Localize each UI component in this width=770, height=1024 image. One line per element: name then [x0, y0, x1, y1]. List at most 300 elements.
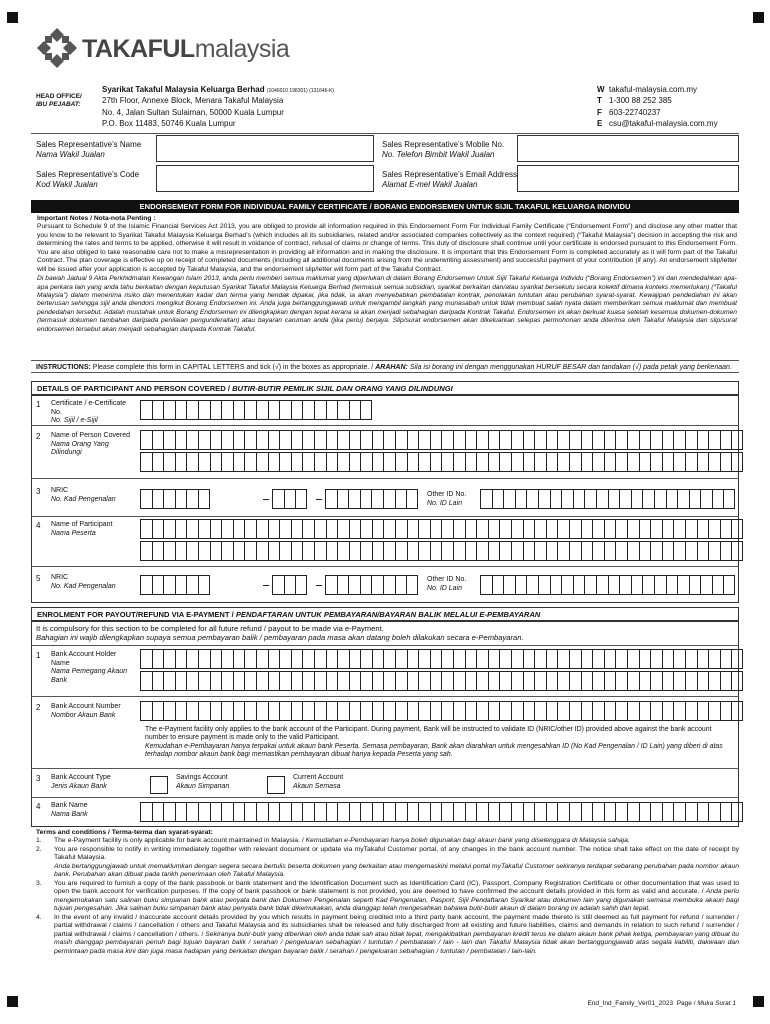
char-box[interactable]	[523, 430, 535, 450]
char-box[interactable]	[465, 802, 477, 822]
char-box[interactable]	[550, 575, 562, 595]
char-box[interactable]	[291, 649, 303, 669]
char-box[interactable]	[326, 671, 338, 691]
char-box[interactable]	[511, 802, 523, 822]
char-box[interactable]	[314, 541, 326, 561]
char-box[interactable]	[650, 452, 662, 472]
char-box[interactable]	[697, 541, 709, 561]
char-box[interactable]	[476, 649, 488, 669]
char-box[interactable]	[349, 541, 361, 561]
char-box[interactable]	[488, 430, 500, 450]
char-box[interactable]	[383, 701, 395, 721]
char-box[interactable]	[546, 701, 558, 721]
char-box[interactable]	[418, 430, 430, 450]
char-box[interactable]	[140, 649, 152, 669]
char-box[interactable]	[708, 519, 720, 539]
nric-part3[interactable]	[325, 489, 418, 509]
char-box[interactable]	[256, 701, 268, 721]
char-box[interactable]	[152, 701, 164, 721]
char-box[interactable]	[731, 649, 743, 669]
participant-nric-part2[interactable]	[272, 575, 307, 595]
char-box[interactable]	[314, 400, 326, 420]
char-box[interactable]	[453, 701, 465, 721]
char-box[interactable]	[511, 430, 523, 450]
char-box[interactable]	[465, 649, 477, 669]
char-box[interactable]	[302, 541, 314, 561]
char-box[interactable]	[383, 575, 395, 595]
char-box[interactable]	[708, 671, 720, 691]
char-box[interactable]	[723, 489, 735, 509]
char-box[interactable]	[337, 430, 349, 450]
char-box[interactable]	[360, 519, 372, 539]
char-box[interactable]	[453, 649, 465, 669]
char-box[interactable]	[360, 489, 372, 509]
char-box[interactable]	[152, 541, 164, 561]
char-box[interactable]	[198, 430, 210, 450]
char-box[interactable]	[395, 519, 407, 539]
char-box[interactable]	[395, 430, 407, 450]
char-box[interactable]	[650, 430, 662, 450]
char-box[interactable]	[186, 701, 198, 721]
char-box[interactable]	[604, 802, 616, 822]
char-box[interactable]	[244, 519, 256, 539]
char-box[interactable]	[712, 575, 724, 595]
char-box[interactable]	[534, 701, 546, 721]
char-box[interactable]	[163, 519, 175, 539]
char-box[interactable]	[546, 519, 558, 539]
char-box[interactable]	[383, 649, 395, 669]
char-box[interactable]	[685, 671, 697, 691]
char-box[interactable]	[534, 671, 546, 691]
char-box[interactable]	[627, 452, 639, 472]
char-box[interactable]	[233, 430, 245, 450]
char-box[interactable]	[592, 452, 604, 472]
char-box[interactable]	[395, 575, 407, 595]
char-box[interactable]	[418, 701, 430, 721]
char-box[interactable]	[604, 541, 616, 561]
person-covered-line1[interactable]	[140, 430, 743, 450]
char-box[interactable]	[395, 802, 407, 822]
char-box[interactable]	[337, 452, 349, 472]
char-box[interactable]	[279, 671, 291, 691]
char-box[interactable]	[326, 541, 338, 561]
char-box[interactable]	[480, 489, 492, 509]
char-box[interactable]	[221, 452, 233, 472]
char-box[interactable]	[523, 802, 535, 822]
char-box[interactable]	[677, 575, 689, 595]
char-box[interactable]	[302, 802, 314, 822]
char-box[interactable]	[488, 519, 500, 539]
char-box[interactable]	[708, 701, 720, 721]
char-box[interactable]	[546, 671, 558, 691]
char-box[interactable]	[383, 541, 395, 561]
char-box[interactable]	[175, 519, 187, 539]
char-box[interactable]	[418, 452, 430, 472]
char-box[interactable]	[175, 489, 187, 509]
char-box[interactable]	[314, 671, 326, 691]
char-box[interactable]	[221, 400, 233, 420]
char-box[interactable]	[631, 575, 643, 595]
char-box[interactable]	[453, 519, 465, 539]
char-box[interactable]	[383, 802, 395, 822]
char-box[interactable]	[604, 452, 616, 472]
char-box[interactable]	[256, 400, 268, 420]
char-box[interactable]	[523, 541, 535, 561]
char-box[interactable]	[198, 489, 210, 509]
char-box[interactable]	[349, 671, 361, 691]
char-box[interactable]	[627, 671, 639, 691]
char-box[interactable]	[584, 575, 596, 595]
char-box[interactable]	[596, 489, 608, 509]
char-box[interactable]	[302, 519, 314, 539]
char-box[interactable]	[372, 671, 384, 691]
char-box[interactable]	[712, 489, 724, 509]
char-box[interactable]	[642, 489, 654, 509]
char-box[interactable]	[731, 541, 743, 561]
char-box[interactable]	[723, 575, 735, 595]
char-box[interactable]	[279, 430, 291, 450]
char-box[interactable]	[337, 575, 349, 595]
char-box[interactable]	[407, 802, 419, 822]
char-box[interactable]	[314, 430, 326, 450]
char-box[interactable]	[256, 671, 268, 691]
char-box[interactable]	[256, 649, 268, 669]
char-box[interactable]	[152, 400, 164, 420]
char-box[interactable]	[708, 802, 720, 822]
char-box[interactable]	[291, 541, 303, 561]
char-box[interactable]	[152, 802, 164, 822]
char-box[interactable]	[256, 519, 268, 539]
certificate-no-field[interactable]	[140, 400, 372, 420]
char-box[interactable]	[140, 452, 152, 472]
char-box[interactable]	[314, 701, 326, 721]
char-box[interactable]	[163, 541, 175, 561]
char-box[interactable]	[186, 541, 198, 561]
char-box[interactable]	[720, 649, 732, 669]
char-box[interactable]	[152, 671, 164, 691]
nric-part2[interactable]	[272, 489, 307, 509]
char-box[interactable]	[337, 671, 349, 691]
char-box[interactable]	[268, 452, 280, 472]
char-box[interactable]	[233, 701, 245, 721]
char-box[interactable]	[360, 649, 372, 669]
char-box[interactable]	[272, 489, 284, 509]
char-box[interactable]	[515, 575, 527, 595]
char-box[interactable]	[561, 489, 573, 509]
char-box[interactable]	[291, 430, 303, 450]
char-box[interactable]	[708, 452, 720, 472]
char-box[interactable]	[198, 701, 210, 721]
char-box[interactable]	[244, 400, 256, 420]
char-box[interactable]	[592, 541, 604, 561]
char-box[interactable]	[720, 701, 732, 721]
char-box[interactable]	[441, 671, 453, 691]
char-box[interactable]	[360, 541, 372, 561]
char-box[interactable]	[662, 519, 674, 539]
char-box[interactable]	[511, 452, 523, 472]
char-box[interactable]	[592, 519, 604, 539]
char-box[interactable]	[627, 649, 639, 669]
char-box[interactable]	[499, 802, 511, 822]
char-box[interactable]	[186, 575, 198, 595]
char-box[interactable]	[383, 489, 395, 509]
char-box[interactable]	[608, 489, 620, 509]
char-box[interactable]	[349, 400, 361, 420]
char-box[interactable]	[279, 701, 291, 721]
char-box[interactable]	[685, 452, 697, 472]
char-box[interactable]	[140, 541, 152, 561]
char-box[interactable]	[650, 671, 662, 691]
char-box[interactable]	[453, 430, 465, 450]
char-box[interactable]	[325, 575, 337, 595]
char-box[interactable]	[372, 430, 384, 450]
char-box[interactable]	[581, 701, 593, 721]
char-box[interactable]	[372, 701, 384, 721]
char-box[interactable]	[538, 489, 550, 509]
char-box[interactable]	[615, 519, 627, 539]
char-box[interactable]	[244, 802, 256, 822]
participant-nric-part3[interactable]	[325, 575, 418, 595]
char-box[interactable]	[163, 400, 175, 420]
char-box[interactable]	[163, 802, 175, 822]
char-box[interactable]	[515, 489, 527, 509]
char-box[interactable]	[476, 802, 488, 822]
char-box[interactable]	[302, 701, 314, 721]
char-box[interactable]	[453, 802, 465, 822]
char-box[interactable]	[604, 519, 616, 539]
char-box[interactable]	[534, 452, 546, 472]
char-box[interactable]	[550, 489, 562, 509]
char-box[interactable]	[152, 452, 164, 472]
char-box[interactable]	[326, 519, 338, 539]
char-box[interactable]	[186, 802, 198, 822]
char-box[interactable]	[360, 452, 372, 472]
char-box[interactable]	[476, 519, 488, 539]
char-box[interactable]	[503, 489, 515, 509]
char-box[interactable]	[476, 430, 488, 450]
char-box[interactable]	[284, 489, 296, 509]
char-box[interactable]	[488, 649, 500, 669]
char-box[interactable]	[534, 649, 546, 669]
char-box[interactable]	[279, 519, 291, 539]
char-box[interactable]	[383, 519, 395, 539]
char-box[interactable]	[499, 430, 511, 450]
char-box[interactable]	[326, 452, 338, 472]
char-box[interactable]	[441, 802, 453, 822]
char-box[interactable]	[697, 701, 709, 721]
char-box[interactable]	[163, 430, 175, 450]
char-box[interactable]	[639, 519, 651, 539]
char-box[interactable]	[499, 541, 511, 561]
char-box[interactable]	[511, 671, 523, 691]
participant-name-line1[interactable]	[140, 519, 743, 539]
char-box[interactable]	[673, 452, 685, 472]
char-box[interactable]	[430, 802, 442, 822]
char-box[interactable]	[720, 541, 732, 561]
char-box[interactable]	[557, 649, 569, 669]
char-box[interactable]	[221, 541, 233, 561]
char-box[interactable]	[186, 519, 198, 539]
char-box[interactable]	[592, 701, 604, 721]
char-box[interactable]	[503, 575, 515, 595]
char-box[interactable]	[654, 489, 666, 509]
char-box[interactable]	[731, 430, 743, 450]
char-box[interactable]	[465, 430, 477, 450]
char-box[interactable]	[430, 671, 442, 691]
char-box[interactable]	[360, 400, 372, 420]
char-box[interactable]	[523, 649, 535, 669]
char-box[interactable]	[569, 430, 581, 450]
char-box[interactable]	[631, 489, 643, 509]
char-box[interactable]	[268, 541, 280, 561]
char-box[interactable]	[233, 400, 245, 420]
char-box[interactable]	[697, 519, 709, 539]
char-box[interactable]	[546, 452, 558, 472]
char-box[interactable]	[534, 802, 546, 822]
char-box[interactable]	[465, 519, 477, 539]
char-box[interactable]	[569, 452, 581, 472]
char-box[interactable]	[406, 489, 418, 509]
char-box[interactable]	[175, 701, 187, 721]
char-box[interactable]	[430, 701, 442, 721]
char-box[interactable]	[395, 671, 407, 691]
char-box[interactable]	[407, 541, 419, 561]
char-box[interactable]	[557, 541, 569, 561]
char-box[interactable]	[233, 649, 245, 669]
char-box[interactable]	[720, 802, 732, 822]
char-box[interactable]	[302, 430, 314, 450]
char-box[interactable]	[720, 430, 732, 450]
char-box[interactable]	[639, 430, 651, 450]
char-box[interactable]	[175, 452, 187, 472]
char-box[interactable]	[465, 701, 477, 721]
char-box[interactable]	[488, 701, 500, 721]
char-box[interactable]	[569, 671, 581, 691]
char-box[interactable]	[720, 452, 732, 472]
char-box[interactable]	[650, 541, 662, 561]
char-box[interactable]	[685, 541, 697, 561]
char-box[interactable]	[546, 649, 558, 669]
char-box[interactable]	[268, 701, 280, 721]
char-box[interactable]	[418, 519, 430, 539]
char-box[interactable]	[406, 575, 418, 595]
char-box[interactable]	[256, 802, 268, 822]
sales-rep-name-field[interactable]	[156, 135, 374, 162]
char-box[interactable]	[720, 671, 732, 691]
char-box[interactable]	[526, 575, 538, 595]
account-holder-line2[interactable]	[140, 671, 743, 691]
char-box[interactable]	[210, 802, 222, 822]
char-box[interactable]	[557, 671, 569, 691]
char-box[interactable]	[666, 489, 678, 509]
char-box[interactable]	[371, 575, 383, 595]
char-box[interactable]	[731, 452, 743, 472]
char-box[interactable]	[349, 701, 361, 721]
char-box[interactable]	[639, 701, 651, 721]
char-box[interactable]	[418, 649, 430, 669]
char-box[interactable]	[291, 452, 303, 472]
char-box[interactable]	[284, 575, 296, 595]
char-box[interactable]	[662, 671, 674, 691]
char-box[interactable]	[731, 671, 743, 691]
char-box[interactable]	[349, 802, 361, 822]
char-box[interactable]	[221, 701, 233, 721]
char-box[interactable]	[314, 519, 326, 539]
char-box[interactable]	[198, 671, 210, 691]
char-box[interactable]	[697, 452, 709, 472]
char-box[interactable]	[627, 541, 639, 561]
char-box[interactable]	[523, 519, 535, 539]
char-box[interactable]	[488, 671, 500, 691]
char-box[interactable]	[685, 701, 697, 721]
char-box[interactable]	[418, 541, 430, 561]
char-box[interactable]	[441, 541, 453, 561]
char-box[interactable]	[592, 649, 604, 669]
char-box[interactable]	[186, 649, 198, 669]
char-box[interactable]	[291, 400, 303, 420]
char-box[interactable]	[291, 519, 303, 539]
char-box[interactable]	[615, 649, 627, 669]
char-box[interactable]	[511, 649, 523, 669]
char-box[interactable]	[198, 519, 210, 539]
char-box[interactable]	[152, 649, 164, 669]
char-box[interactable]	[244, 671, 256, 691]
participant-nric-part1[interactable]	[140, 575, 210, 595]
char-box[interactable]	[720, 519, 732, 539]
savings-account-checkbox[interactable]	[150, 776, 168, 794]
char-box[interactable]	[302, 671, 314, 691]
char-box[interactable]	[163, 649, 175, 669]
char-box[interactable]	[314, 802, 326, 822]
char-box[interactable]	[418, 802, 430, 822]
char-box[interactable]	[372, 452, 384, 472]
char-box[interactable]	[534, 519, 546, 539]
participant-other-id-field[interactable]	[480, 575, 735, 595]
char-box[interactable]	[210, 671, 222, 691]
char-box[interactable]	[233, 519, 245, 539]
char-box[interactable]	[650, 519, 662, 539]
char-box[interactable]	[244, 701, 256, 721]
char-box[interactable]	[592, 802, 604, 822]
char-box[interactable]	[140, 802, 152, 822]
char-box[interactable]	[272, 575, 284, 595]
char-box[interactable]	[677, 489, 689, 509]
account-number-field[interactable]	[140, 701, 743, 721]
char-box[interactable]	[697, 802, 709, 822]
char-box[interactable]	[407, 671, 419, 691]
char-box[interactable]	[279, 452, 291, 472]
char-box[interactable]	[371, 489, 383, 509]
char-box[interactable]	[291, 701, 303, 721]
char-box[interactable]	[453, 671, 465, 691]
char-box[interactable]	[662, 701, 674, 721]
char-box[interactable]	[650, 802, 662, 822]
char-box[interactable]	[689, 575, 701, 595]
char-box[interactable]	[198, 575, 210, 595]
char-box[interactable]	[650, 701, 662, 721]
char-box[interactable]	[268, 519, 280, 539]
char-box[interactable]	[581, 430, 593, 450]
char-box[interactable]	[295, 575, 307, 595]
char-box[interactable]	[430, 649, 442, 669]
char-box[interactable]	[221, 802, 233, 822]
char-box[interactable]	[372, 649, 384, 669]
char-box[interactable]	[627, 519, 639, 539]
char-box[interactable]	[511, 701, 523, 721]
char-box[interactable]	[538, 575, 550, 595]
char-box[interactable]	[673, 701, 685, 721]
char-box[interactable]	[499, 649, 511, 669]
